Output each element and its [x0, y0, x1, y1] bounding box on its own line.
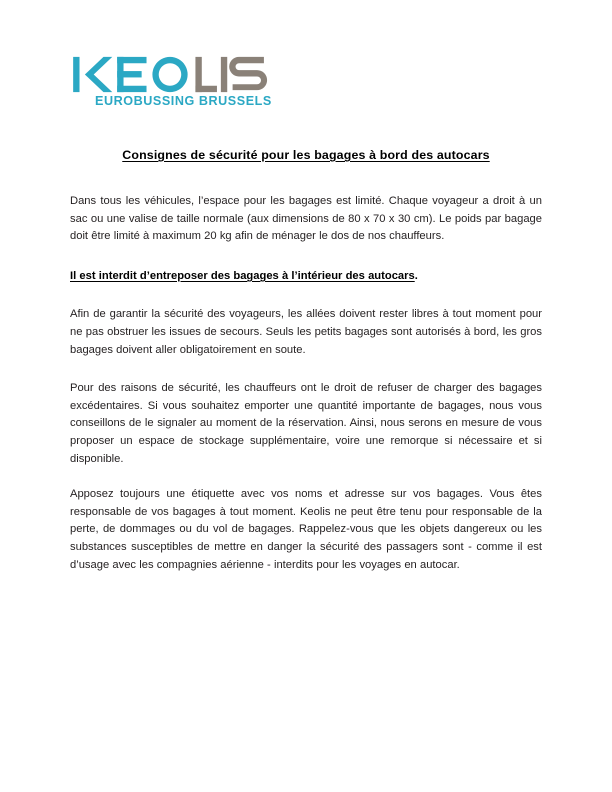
- document-body: [70, 193, 542, 574]
- keolis-wordmark-icon: [70, 52, 270, 97]
- prohibition-emphasis: Il est interdit d’entreposer des bagages à l’intérieur des autocars: [70, 269, 415, 282]
- paragraph-prohibition: [70, 268, 542, 286]
- paragraph-intro: Dans tous les véhicules, l’espace pour les bagages est limité. Chaque voyageur a droit à un sac ou une valise de taille normale (aux dimensions de 80 x 70 x 30 cm). Le poids par bagage doit être limité à maximum 20 kg afin de ménager le dos de nos chauffeurs.: [70, 195, 542, 243]
- prohibition-period: .: [414, 269, 418, 282]
- page-title: [0, 148, 612, 162]
- keolis-logo-tagline: EUROBUSSING BRUSSELS: [95, 94, 272, 108]
- keolis-logo: [70, 52, 270, 114]
- page-title-text: Consignes de sécurité pour les bagages à bord des autocars: [122, 148, 490, 162]
- paragraph-labels-liability: Apposez toujours une étiquette avec vos noms et adresse sur vos bagages. Vous êtes responsable de vos bagages à tout moment. Keolis ne peut être tenu pour responsable de la perte, de dommages ou du vol de bagages. Rappelez-vous que les objets dangereux ou les substances susceptibles de mettre en danger la sécurité des passagers sont - comme il est d’usage avec les compagnies aérienne - interdits pour les voyages en autocar.: [70, 488, 542, 571]
- paragraph-excess-baggage: Pour des raisons de sécurité, les chauffeurs ont le droit de refuser de charger des bagages excédentaires. Si vous souhaitez emporter une quantité importante de bagages, nous vous conseillons de le signaler au moment de la réservation. Ainsi, nous serons en mesure de vous proposer un espace de stockage supplémentaire, voire une remorque si nécessaire et si disponible.: [70, 382, 542, 465]
- paragraph-aisles: Afin de garantir la sécurité des voyageurs, les allées doivent rester libres à tout moment pour ne pas obstruer les issues de secours. Seuls les petits bagages sont autorisés à bord, les gros bagages doivent aller obligatoirement en soute.: [70, 308, 542, 356]
